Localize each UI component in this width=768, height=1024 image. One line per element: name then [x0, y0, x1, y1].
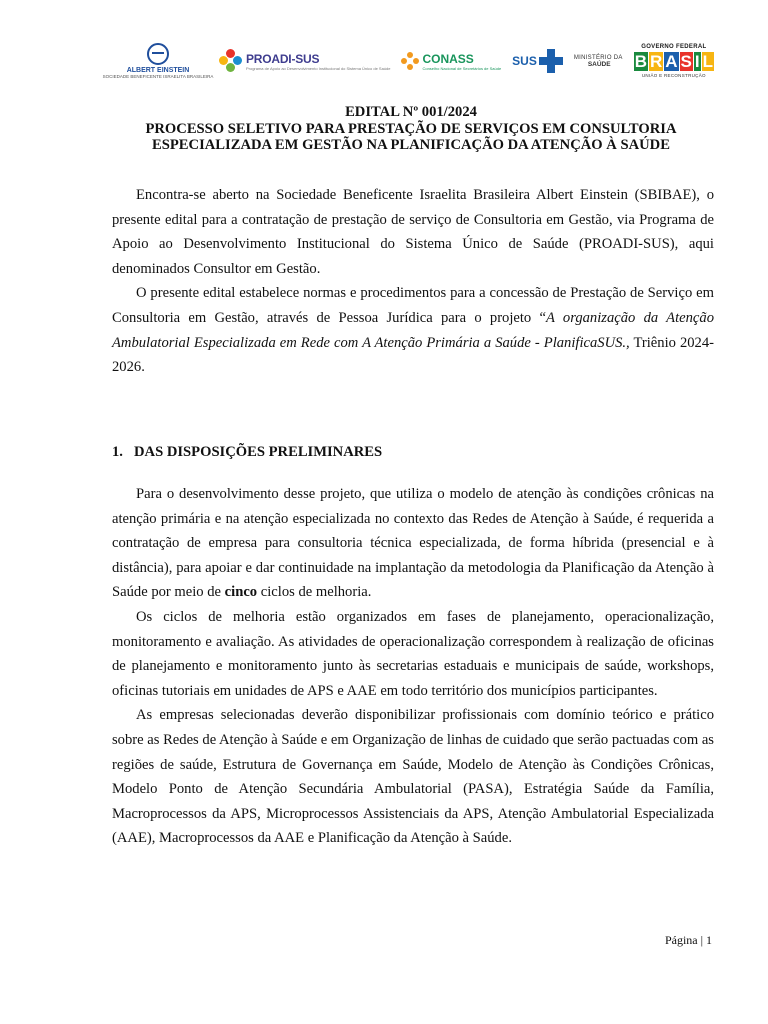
conass-logo — [401, 52, 501, 71]
brasil-letter: R — [649, 52, 663, 71]
governo-federal-label: GOVERNO FEDERAL — [641, 44, 707, 50]
edital-title-line2: ESPECIALIZADA EM GESTÃO NA PLANIFICAÇÃO DA ATENÇÃO À SAÚDE — [152, 137, 670, 153]
intro-section — [112, 183, 714, 380]
brasil-letter: S — [680, 52, 692, 71]
section-1-paragraph-2: Os ciclos de melhoria estão organizados em fases de planejamento, operacionalização, monitoramento e avaliação. As atividades de operacionalização correspondem à realização de oficinas de planejamento e monitoramento junto às secretarias estaduais e municipais de saúde, workshops, oficinas tutoriais em unidades de APS e AAE em todo território dos municípios participantes. — [112, 608, 714, 699]
proadi-logo-name: PROADI-SUS — [245, 51, 320, 66]
brasil-letter: B — [634, 52, 647, 71]
section-1-paragraph-3: As empresas selecionadas deverão disponibilizar profissionais com domínio teórico e prático sobre as Redes de Atenção à Saúde e em Organização de linhas de cuidado que serão pactuadas com as regiões de saúde, Estrutura de Governança em Saúde, Modelo de Atenção às Condições Crônicas, Modelo Ponto de Atenção Secundária Ambulatorial (PASA), Estratégia Saúde da Família, Macroprocessos da APS, Microprocessos Assistenciais da APS, Atenção Ambulatorial Especializada (AAE), Macroprocessos da AAE e Planificação da Atenção à Saúde. — [112, 707, 714, 847]
sus-cross-icon — [539, 49, 563, 73]
s1-p1-end: ciclos de melhoria. — [257, 584, 372, 601]
intro-p2-end: Triênio 2024-2026. — [112, 334, 714, 376]
conass-logo-name: CONASS — [422, 51, 474, 66]
conass-logo-subtitle: Conselho Nacional de Secretários de Saúde — [422, 65, 502, 71]
proadi-logo-subtitle: Programa de Apoio ao Desenvolvimento Institucional do Sistema Único de Saúde — [245, 65, 391, 71]
s1-p1-start: Para o desenvolvimento desse projeto, que utiliza o modelo de atenção às condições crônicas na atenção primária e na atenção especializada no contexto das Redes de Atenção à Saúde, é requerida a contratação de empresa para consultoria técnica especializada, de forma híbrida (presencial e à distância), para apoiar e dar continuidade na implantação da metodologia da Planificação da Atenção à Saúde por meio de — [112, 486, 714, 601]
ministerio-line1: MINISTÉRIO DA — [573, 54, 623, 61]
einstein-logo-name: ALBERT EINSTEIN — [126, 67, 190, 74]
section-1-title: DAS DISPOSIÇÕES PRELIMINARES — [134, 444, 383, 460]
einstein-logo — [102, 43, 214, 79]
brasil-letter: L — [702, 52, 713, 71]
proadi-flower-icon — [219, 49, 243, 73]
einstein-emblem-icon — [147, 43, 169, 65]
einstein-logo-subtitle: SOCIEDADE BENEFICENTE ISRAELITA BRASILEIRA — [102, 74, 214, 79]
logo-bar — [102, 38, 714, 84]
intro-p2-start: O presente edital estabelece normas e procedimentos para a concessão de Prestação de Serviço em Consultoria em Gestão, através de Pessoa Jurídica para o projeto “ — [112, 285, 714, 326]
page-number: Página | 1 — [664, 933, 712, 947]
conass-dots-icon — [401, 52, 419, 70]
sus-logo — [512, 49, 563, 73]
sus-logo-name: SUS — [512, 54, 537, 68]
brasil-letter: I — [694, 52, 700, 71]
section-1 — [112, 440, 714, 851]
ministerio-saude-logo — [574, 55, 623, 68]
brasil-wordmark — [634, 52, 714, 71]
brasil-letter: A — [665, 52, 678, 71]
proadi-sus-logo — [219, 49, 391, 73]
ministerio-line2: SAÚDE — [587, 60, 611, 68]
edital-title-line1: PROCESSO SELETIVO PARA PRESTAÇÃO DE SERVIÇOS EM CONSULTORIA — [145, 120, 677, 137]
section-1-number: 1. — [112, 444, 123, 460]
section-1-paragraph-1 — [112, 482, 714, 605]
section-1-heading — [112, 440, 714, 464]
governo-federal-logo — [634, 44, 714, 78]
edital-number: EDITAL Nº 001/2024 — [345, 104, 477, 120]
document-header — [108, 104, 714, 154]
intro-paragraph-2 — [112, 281, 714, 379]
s1-p1-bold: cinco — [224, 584, 258, 601]
intro-paragraph-1: Encontra-se aberto na Sociedade Beneficente Israelita Brasileira Albert Einstein (SBIBAE), o presente edital para a contratação de prestação de serviço de Consultoria em Gestão, via Programa de Apoio ao Desenvolvimento Institucional do Sistema Único de Saúde (PROADI-SUS), aqui denominados Consultor em Gestão. — [112, 187, 714, 277]
project-name: A organização da Atenção Ambulatorial Especializada em Rede com A Atenção Primária a Saúde - PlanificaSUS., — [112, 309, 714, 351]
governo-slogan: UNIÃO E RECONSTRUÇÃO — [641, 73, 706, 78]
